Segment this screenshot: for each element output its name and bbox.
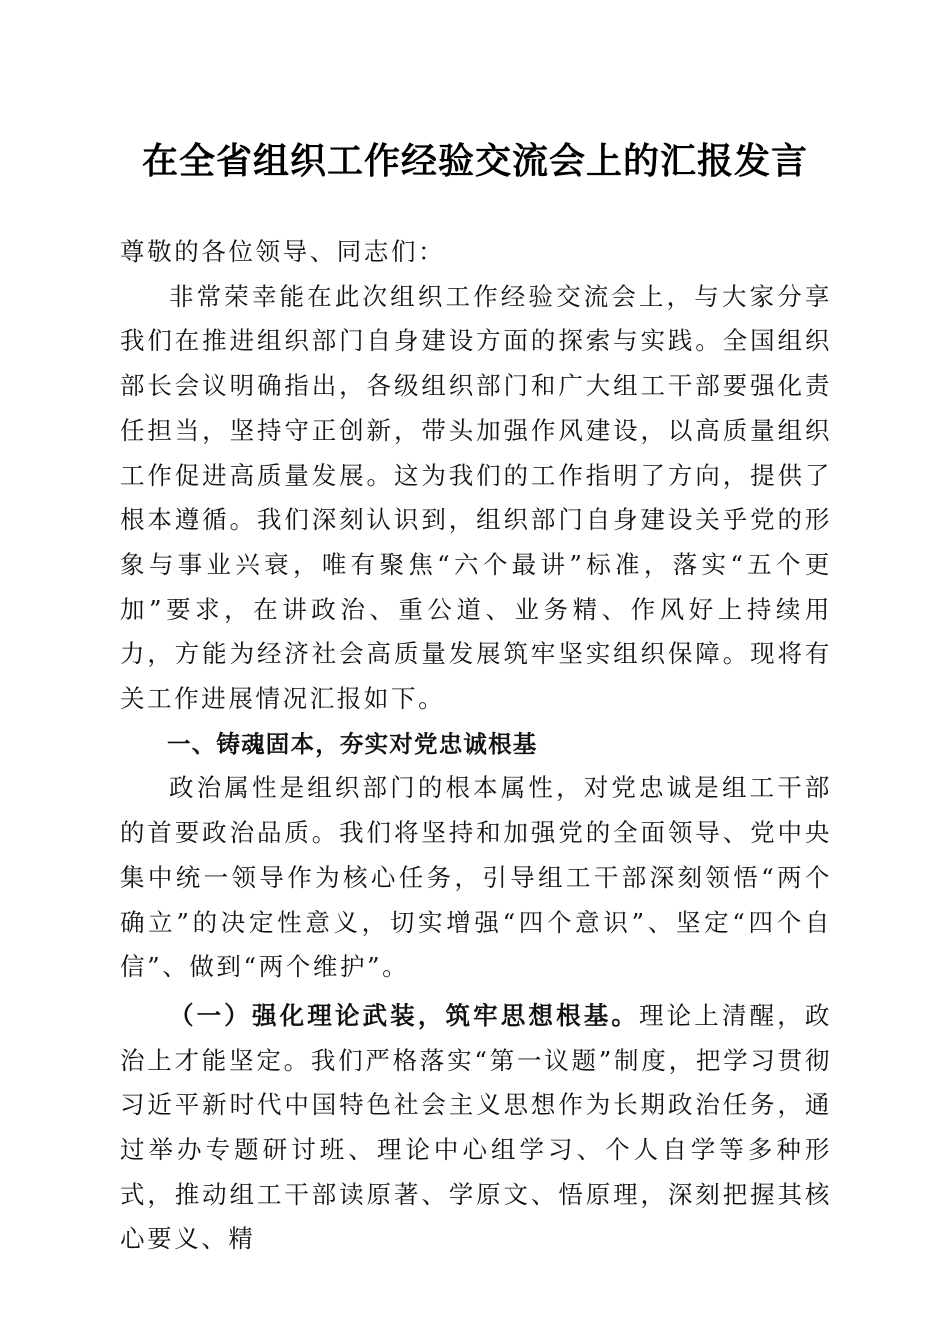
salutation: 尊敬的各位领导、同志们： <box>120 237 446 266</box>
subsection-heading: （一）强化理论武装，筑牢思想根基。 <box>169 1000 640 1030</box>
document-body <box>120 230 832 1262</box>
section-heading: 一、铸魂固本，夯实对党忠诚根基 <box>167 729 538 758</box>
subsection-paragraph <box>120 994 832 1262</box>
section-paragraph: 政治属性是组织部门的根本属性，对党忠诚是组工干部的首要政治品质。我们将坚持和加强党的全面领导、党中央集中统一领导作为核心任务，引导组工干部深刻领悟“两个确立”的决定性意义，切实增强“四个意识”、坚定“四个自信”、做到“两个维护”。 <box>120 773 832 982</box>
intro-paragraph: 非常荣幸能在此次组织工作经验交流会上，与大家分享我们在推进组织部门自身建设方面的探索与实践。全国组织部长会议明确指出，各级组织部门和广大组工干部要强化责任担当，坚持守正创新，带头加强作风建设，以高质量组织工作促进高质量发展。这为我们的工作指明了方向，提供了根本遵循。我们深刻认识到，组织部门自身建设关乎党的形象与事业兴衰，唯有聚焦“六个最讲”标准，落实“五个更加”要求，在讲政治、重公道、业务精、作风好上持续用力，方能为经济社会高质量发展筑牢坚实组织保障。现将有关工作进展情况汇报如下。 <box>120 281 832 714</box>
subsection-text: 理论上清醒，政治上才能坚定。我们严格落实“第一议题”制度，把学习贯彻习近平新时代中国特色社会主义思想作为长期政治任务，通过举办专题研讨班、理论中心组学习、个人自学等多种形式，推动组工干部读原著、学原文、悟原理，深刻把握其核心要义、精 <box>120 1000 833 1254</box>
document-title: 在全省组织工作经验交流会上的汇报发言 <box>141 140 808 182</box>
